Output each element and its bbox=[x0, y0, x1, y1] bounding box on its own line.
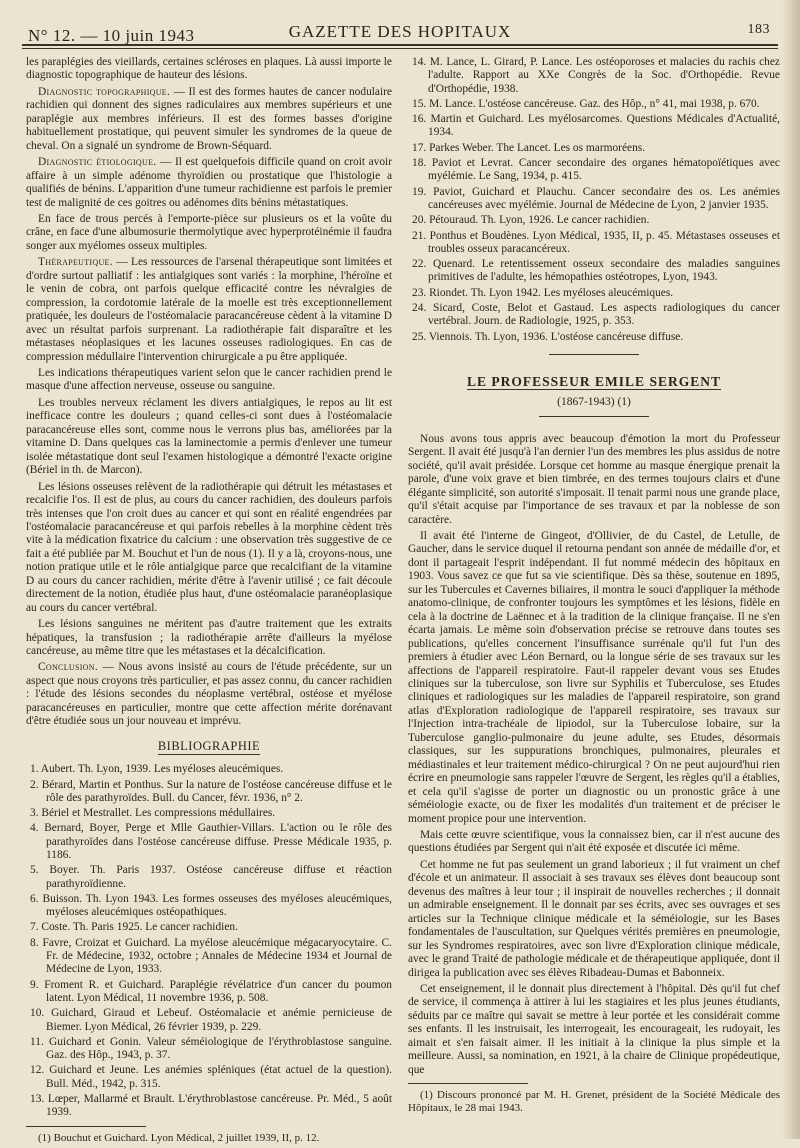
article-paragraph: Nous avons tous appris avec beaucoup d'émotion la mort du Professeur Sergent. Il avait été jusqu'à l'an dernier l'un des membres les plus assidus de notre société, qu'il avait présidée. Lorsque cet homme au masque énergique prenait la parole, d'une voix grave et bien timbrée, en des termes toujours clairs et d'une élégante simplicité, son autorité s'imposait. Il tenait parmi nous une grande place, qu'il s'était acquise par l'importance de ses travaux et par la noblesse de son caractère. bbox=[408, 432, 780, 526]
reference-item: 13. Lœper, Mallarmé et Brault. L'érythroblastose cancéreuse. Pr. Méd., 5 août 1939. bbox=[30, 1093, 392, 1119]
reference-list-right bbox=[408, 56, 780, 344]
article-title bbox=[408, 375, 780, 388]
reference-item: 21. Ponthus et Boudènes. Lyon Médical, 1935, II, p. 45. Métastases osseuses et troubles osseux paracancéreux. bbox=[412, 229, 780, 255]
paragraph-text: — Nous avons insisté au cours de l'étude précédente, sur un aspect que nous croyons très particulier, et pas assez connu, du cancer rachidien : l'étude des lésions secondes du néoplasme vertébral, ostéose et myélose paracancéreuses en particulier, montre que cette affection mérite dorénavant d'être étudiée sous un jour nouveau et imprévu. bbox=[26, 661, 392, 728]
section-heading: Thérapeutique. bbox=[38, 256, 113, 269]
article-paragraph: Mais cette œuvre scientifique, vous la connaissez bien, car il n'est aucune des questions étudiées par Sergent qui n'ait été exposée et discutée ici même. bbox=[408, 828, 780, 855]
reference-item: 25. Viennois. Th. Lyon, 1936. L'ostéose cancéreuse diffuse. bbox=[412, 330, 684, 343]
issue-number: N° 12. — 10 juin 1943 bbox=[28, 26, 195, 45]
reference-item: 2. Bérard, Martin et Ponthus. Sur la nature de l'ostéose cancéreuse diffuse et le rôle des parathyroïdes. Bull. du Cancer, févr. 1936, n° 2. bbox=[30, 778, 392, 804]
reference-item: 4. Bernard, Boyer, Perge et Mlle Gauthier-Villars. L'action ou le rôle des parathyroïdes dans l'ostéose cancéreuse diffuse. Presse Médicale 1935, p. 1186. bbox=[30, 822, 392, 861]
header-rule-thin bbox=[22, 48, 778, 49]
paragraph-text: — Il est quelquefois difficile quand on croit avoir affaire à un simple adénome thyroïdien ou prostatique que l'histologie a qualifiés de bénins. L'apparition d'une tumeur rachidienne est parfois le premier test de malignité de ces goitres ou adénomes dits bénins métastatiques. bbox=[26, 156, 393, 209]
left-column bbox=[26, 56, 392, 1148]
reference-item: 19. Paviot, Guichard et Plauchu. Cancer secondaire des os. Les anémies cancéreuses avec myélémie. Journal de Médecine de Lyon, 2 janvier 1935. bbox=[412, 185, 780, 211]
reference-item: 17. Parkes Weber. The Lancet. Les os marmoréens. bbox=[412, 141, 646, 154]
reference-item: 15. M. Lance. L'ostéose cancéreuse. Gaz. des Hôp., n° 41, mai 1938, p. 670. bbox=[412, 97, 760, 110]
journal-title: GAZETTE DES HOPITAUX bbox=[288, 22, 512, 41]
section-divider bbox=[549, 354, 639, 355]
reference-item: 6. Buisson. Th. Lyon 1943. Les formes osseuses des myéloses aleucémiques, myéloses aleucémiques ostéopathiques. bbox=[30, 892, 392, 919]
footnote-rule bbox=[26, 1126, 146, 1127]
thera-paragraph bbox=[26, 256, 392, 364]
article-dates: (1867-1943) (1) bbox=[557, 396, 631, 409]
reference-item: 7. Coste. Th. Paris 1925. Le cancer rachidien. bbox=[30, 921, 238, 934]
paragraph-text: — Il est des formes hautes de cancer nodulaire rachidien qui donnent des signes radiculaires aux membres supérieurs et une paraplégie aux membres inférieurs. Il est des formes basses d'origine habituellement prostatique, qui peuvent simuler les syndromes de la queue de cheval. On a signalé un syndrome de Brown-Séquard. bbox=[26, 85, 392, 152]
page-edge-shadow bbox=[782, 0, 800, 1139]
reference-item: 8. Favre, Croizat et Guichard. La myélose aleucémique mégacaryocytaire. C. Fr. de Médecine, 1932, octobre ; Annales de Médecine 1934 et Journal de Médecine de Lyon, 1933. bbox=[30, 936, 392, 976]
diag-etio-paragraph-2: En face de trous percés à l'emporte-pièce sur plusieurs os et la voûte du crâne, en face d'une albumosurie thermolytique avec hyperprotéinémie il faudra songer aux myélomes osseux multiples. bbox=[26, 212, 392, 252]
reference-item: 9. Froment R. et Guichard. Paraplégie révélatrice d'un cancer du poumon latent. Lyon Médical, 11 novembre 1936, p. 508. bbox=[30, 978, 392, 1004]
bibliography-title-text: BIBLIOGRAPHIE bbox=[157, 738, 261, 753]
reference-item: 16. Martin et Guichard. Les myélosarcomes. Questions Médicales d'Actualité, 1934. bbox=[412, 113, 780, 139]
reference-item: 18. Paviot et Levrat. Cancer secondaire des organes hématopoïétiques avec myélémie. Le Sang, 1934, p. 415. bbox=[412, 157, 780, 183]
right-column bbox=[408, 56, 780, 1118]
reference-item: 10. Guichard, Giraud et Lebeuf. Ostéomalacie et anémie pernicieuse de Biemer. Lyon Médical, 26 février 1939, p. 229. bbox=[30, 1007, 392, 1033]
reference-item: 22. Quenard. Le retentissement osseux secondaire des maladies sanguines primitives de l'adulte, les hémopathies ostéotropes, Lyon, 1943. bbox=[412, 258, 780, 284]
reference-item: 1. Aubert. Th. Lyon, 1939. Les myéloses aleucémiques. bbox=[30, 763, 284, 776]
reference-item: 20. Pétouraud. Th. Lyon, 1926. Le cancer rachidien. bbox=[412, 214, 650, 227]
footnote-right: (1) Discours prononcé par M. H. Grenet, président de la Société Médicale des Hôpitaux, le 28 mai 1943. bbox=[408, 1089, 780, 1115]
reference-item: 3. Bériel et Mestrallet. Les compressions médullaires. bbox=[30, 807, 276, 820]
reference-item: 12. Guichard et Jeune. Les anémies spléniques (état actuel de la question). Bull. Méd., 1942, p. 315. bbox=[30, 1064, 392, 1090]
header-rule bbox=[22, 44, 778, 46]
article-paragraph: Il avait été l'interne de Gingeot, d'Ollivier, de du Castel, de Letulle, de Gaucher, dans le service duquel il retourna pendant son année de médaille d'or, et dont il partageait l'esprit indépendant. Il fut nommé médecin des hôpitaux en 1903. Vous savez ce que fut sa vie scientifique. Dès sa thèse, soutenue en 1895, sur les Tubercules et Cavernes biliaires, il montra le souci d'appliquer la méthode anatomo-clinique, de confronter toujours les symptômes et les lésions, fidèle en cela à la doctrine de Laënnec et à la tradition de la clinique française. Il ne s'en écarta jamais. Le même soin d'observation précise se retrouve dans toutes ses publications, qu'elles concernent l'insuffisance surrénale qu'il fut l'un des premiers à étudier avec Léon Bernard, ou la longue série de ses travaux sur les affections de l'appareil respiratoire. Faut-il rappeler devant vous ses Etudes cliniques sur la tuberculose, son livre sur Syphilis et Tuberculose, ses Etudes cliniques et radiologiques sur les maladies de l'appareil respiratoire, son grand atlas d'Exploration radiologique de l'appareil respiratoire, ses travaux sur l'Injection intra-trachéale de lipiodol, sur la Tuberculose lobaire, sur la Tuberculose ganglio-pulmonaire du jeune adulte, ses Etudes, désormais classiques, sur les suppurations bronchiques, pulmonaires, pleurales et médiastinales et leur traitement médico-chirurgical ? On ne peut aujourd'hui rien écrire en pneumologie sans rappeler l'œuvre de Sergent, les règles qu'il a établies, et cela qu'il s'agisse de porter un diagnostic ou un pronostic grâce à une séméiologie exacte, ou de fixer les modalités d'un traitement et de préciser le moment propice pour une intervention. bbox=[408, 530, 780, 825]
section-heading: Conclusion. bbox=[38, 661, 98, 674]
paragraph-text: — Les ressources de l'arsenal thérapeutique sont limitées et d'ordre surtout palliatif : les antialgiques sont variés : la morphine, l'héroïne et le venin de cobra, ont parfois quelque efficacité contre les névralgies de compression, la cordotomie latérale de la moelle est très exceptionnellement pratiquée, les douleurs de l'ostéomalacie paracancéreuse cèdent à la vitamine D avec un résultat parfois surprenant. La radiothérapie fait disparaître et les métastases néoplasiques et les lacunes osseuses radiologiques. En cas de compression médullaire l'intervention chirurgicale a pu être appliquée. bbox=[26, 256, 392, 363]
troubles-paragraph: Les troubles nerveux réclament les divers antialgiques, le repos au lit est inefficace contre les douleurs ; quand celles-ci sont dues à l'ostéomalacie paracancéreuse elles sont, comme nous le verrons plus bas, améliorées par la vitamine D. Dans quelques cas la laminectomie a permis d'enlever une tumeur isolée métastatique dont seul l'examen histologique a démontré l'exacte origine (Bériel in th. de Marcon). bbox=[26, 396, 392, 477]
indications-paragraph: Les indications thérapeutiques varient selon que le cancer rachidien prend le masque d'une affection nerveuse, osseuse ou sanguine. bbox=[26, 366, 392, 393]
title-divider bbox=[539, 416, 649, 417]
intro-paragraph: les paraplégies des vieillards, certaines scléroses en plaques. Là aussi importe le diagnostic topographique de hauteur des lésions. bbox=[26, 56, 392, 82]
diag-topo-paragraph bbox=[26, 86, 392, 153]
reference-item: 11. Guichard et Gonin. Valeur séméiologique de l'érythroblastose sanguine. Gaz. des Hôp., 1943, p. 37. bbox=[30, 1035, 392, 1062]
article-paragraph: Cet enseignement, il le donnait plus directement à l'hôpital. Dès qu'il fut chef de service, il commença à attirer à lui les stagiaires et les plus jeunes étudiants, séduits par ce maître qui savait se mettre à leur portée et les considérait comme ses enfants. Il les instruisait, les interrogeait, les encourageait, les rudoyait, les aimait et s'en faisait aimer. Il les initiait à la clinique la plus simple et la meilleure. Aussi, sa nomination, en 1921, à la chaire de Clinique propédeutique, que bbox=[408, 982, 780, 1076]
reference-item: 24. Sicard, Coste, Belot et Gastaud. Les aspects radiologiques du cancer vertébral. Journ. de Radiologie, 1925, p. 353. bbox=[412, 302, 780, 328]
footnote-left: (1) Bouchut et Guichard. Lyon Médical, 2 juillet 1939, II, p. 12. bbox=[38, 1131, 320, 1144]
conclusion-paragraph bbox=[26, 661, 392, 728]
reference-item: 14. M. Lance, L. Girard, P. Lance. Les ostéoporoses et malacies du rachis chez l'adulte. Rapport au XXe Congrès de la Soc. d'Orthopédie. Revue d'Orthopédie, 1938. bbox=[412, 56, 780, 95]
page-number: 183 bbox=[747, 22, 770, 37]
reference-item: 5. Boyer. Th. Paris 1937. Ostéose cancéreuse diffuse et réaction parathyroïdienne. bbox=[30, 864, 392, 890]
diag-etio-paragraph bbox=[26, 156, 392, 210]
article-title-text: LE PROFESSEUR EMILE SERGENT bbox=[467, 373, 721, 389]
lesions-osseuses-paragraph: Les lésions osseuses relèvent de la radiothérapie qui détruit les métastases et recalcifie l'os. Il est de plus, au cours du cancer rachidien, des douleurs parfois très intenses que l'on croit dues au cancer et qui sont en réalité engendrées par l'ostéomalacie paracancéreuse et qui parfois rebelles à la morphine cèdent très vite à la médication fixatrice du calcium : une observation très suggestive de ce fait a été publiée par M. Bouchut et l'un de nous (1). Il y a là, croyons-nous, une notion pratique utile et le rôle antialgique parce que recalcifiant de la vitamine D au cours du cancer rachidien, mérite d'être à l'avenir utilisé ; ce fait découle directement de la notion, étudiée plus haut, d'une ostéomalacie paranéoplasique au cours du cancer vertébral. bbox=[26, 480, 392, 614]
section-heading: Diagnostic étiologique. bbox=[38, 156, 157, 169]
article-paragraph: Cet homme ne fut pas seulement un grand laborieux ; il fut vraiment un chef d'école et un animateur. Il associait à ses travaux ses élèves dont beaucoup sont devenus des maîtres à leur tour ; il inspirait de nouvelles recherches ; il donnait un admirable enseignement. Il le donnait par ses écrits, avec ses ouvrages et ses articles sur la Technique clinique médicale et la séméiologie, sur les Bases fondamentales de l'auscultation, sur Quelques vérités premières en pneumologie, sur les Syndromes respiratoires, avec son livre d'Exploration clinique médicale, avec le grand Traité de pathologie médicale et de thérapeutique appliquée, dont il dirigea la publication avec ses élèves Ribadeau-Dumas et Babonneix. bbox=[408, 858, 780, 979]
reference-list-left bbox=[26, 763, 392, 1119]
section-heading: Diagnostic topographique. bbox=[38, 85, 171, 98]
reference-item: 23. Riondet. Th. Lyon 1942. Les myéloses aleucémiques. bbox=[412, 286, 674, 299]
page-header bbox=[20, 14, 780, 44]
footnote-rule bbox=[408, 1083, 528, 1084]
lesions-sanguines-paragraph: Les lésions sanguines ne méritent pas d'autre traitement que les extraits hépatiques, la transfusion ; la radiothérapie arrête d'ailleurs la myélose cancéreuse, au même titre que les métastases et la décalcification. bbox=[26, 618, 392, 658]
bibliography-title bbox=[26, 740, 392, 753]
